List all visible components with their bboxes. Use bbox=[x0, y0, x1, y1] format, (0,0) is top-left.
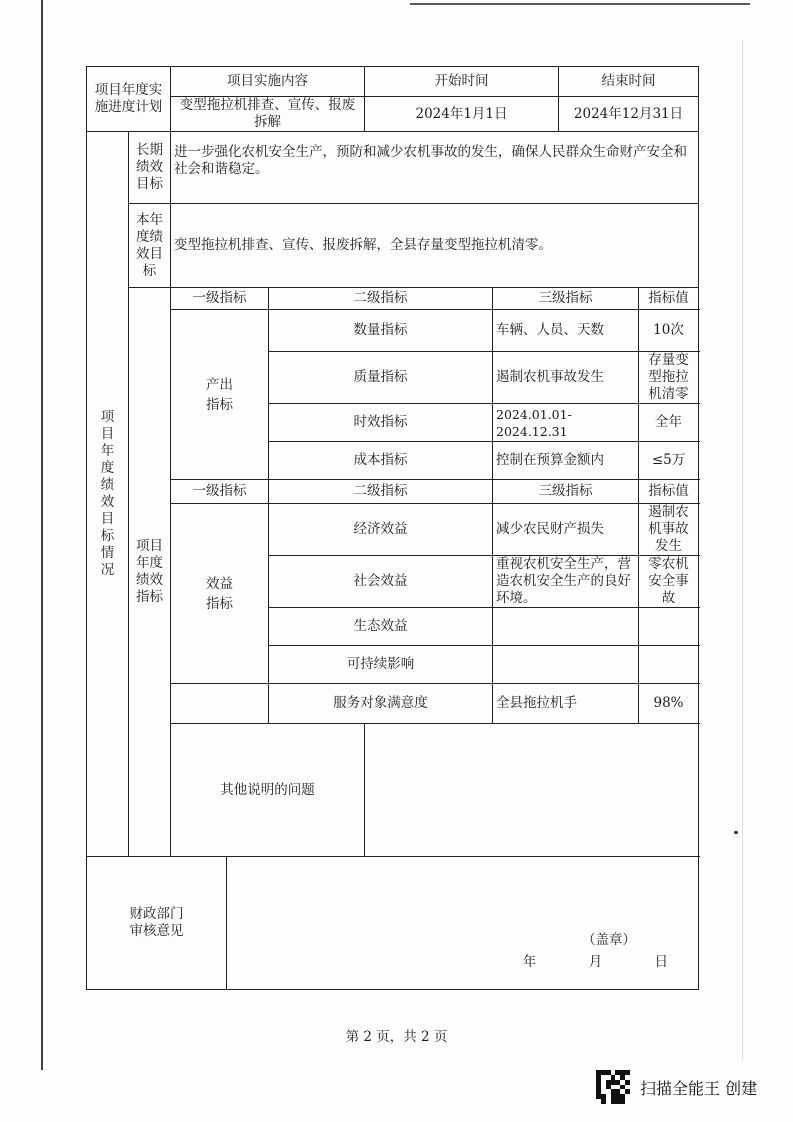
plan-header-content: 项目实施内容 bbox=[171, 67, 365, 97]
plan-end-date: 2024年12月31日 bbox=[559, 97, 699, 132]
indicators-label-text: 项目年度绩效指标 bbox=[136, 538, 163, 605]
output-level2-time: 时效指标 bbox=[269, 404, 493, 442]
performance-goal-form bbox=[86, 66, 699, 990]
output-level2-quality: 质量指标 bbox=[269, 352, 493, 404]
header2-level2: 二级指标 bbox=[269, 480, 493, 504]
plan-header-end: 结束时间 bbox=[559, 67, 699, 97]
scan-speck bbox=[734, 831, 738, 834]
benefit-level3-ecological bbox=[493, 608, 639, 646]
satisfaction-value: 98% bbox=[639, 684, 699, 724]
finance-review-label bbox=[87, 857, 227, 990]
benefit-level3-social: 重视农机安全生产，营造农机安全生产的良好环境。 bbox=[493, 556, 639, 608]
benefit-level2-ecological: 生态效益 bbox=[269, 608, 493, 646]
long-term-label-text: 长期绩效目标 bbox=[136, 142, 163, 192]
scan-border-left bbox=[41, 0, 43, 1070]
finance-stamp-area bbox=[227, 858, 698, 989]
header2-level3: 三级指标 bbox=[493, 480, 639, 504]
benefit-value-ecological bbox=[639, 608, 699, 646]
header-level1: 一级指标 bbox=[171, 288, 269, 310]
output-value-time: 全年 bbox=[639, 404, 699, 442]
output-level2-cost: 成本指标 bbox=[269, 442, 493, 480]
benefit-label bbox=[171, 504, 269, 684]
goals-section-label bbox=[87, 132, 129, 857]
benefit-label-text: 效益指标 bbox=[206, 575, 233, 612]
long-term-text: 进一步强化农机安全生产，预防和减少农机事故的发生，确保人民群众生命财产安全和社会和谐稳定。 bbox=[171, 132, 699, 204]
plan-header-start: 开始时间 bbox=[365, 67, 559, 97]
benefit-level3-economic: 减少农民财产损失 bbox=[493, 504, 639, 556]
benefit-level3-sustainable bbox=[493, 646, 639, 684]
satisfaction-level3: 全县拖拉机手 bbox=[493, 684, 639, 724]
benefit-level2-economic: 经济效益 bbox=[269, 504, 493, 556]
finance-review-label-text: 财政部门审核意见 bbox=[129, 906, 184, 939]
date-day: 日 bbox=[654, 953, 669, 970]
header2-value: 指标值 bbox=[639, 480, 699, 504]
plan-section-label: 项目年度实施进度计划 bbox=[87, 67, 171, 132]
output-level3-quality: 遏制农机事故发生 bbox=[493, 352, 639, 404]
plan-start-date: 2024年1月1日 bbox=[365, 97, 559, 132]
scanner-watermark bbox=[596, 1067, 757, 1107]
indicators-label bbox=[129, 288, 171, 857]
other-notes-content bbox=[365, 724, 699, 857]
date-month: 月 bbox=[588, 953, 603, 970]
long-term-label bbox=[129, 132, 171, 204]
satisfaction-level2: 服务对象满意度 bbox=[269, 684, 493, 724]
output-level3-cost: 控制在预算金额内 bbox=[493, 442, 639, 480]
other-notes-label: 其他说明的问题 bbox=[171, 724, 365, 857]
output-level3-quantity: 车辆、人员、天数 bbox=[493, 310, 639, 352]
satisfaction-empty-cell bbox=[171, 684, 269, 724]
header-value: 指标值 bbox=[639, 288, 699, 310]
benefit-level2-sustainable: 可持续影响 bbox=[269, 646, 493, 684]
qr-code-icon bbox=[596, 1070, 630, 1104]
output-label-text: 产出指标 bbox=[206, 376, 233, 413]
plan-content: 变型拖拉机排查、宣传、报废拆解 bbox=[171, 97, 365, 132]
output-value-quality: 存量变型拖拉机清零 bbox=[639, 352, 699, 404]
date-year: 年 bbox=[522, 953, 537, 970]
seal-label: （盖章） bbox=[582, 931, 637, 948]
scan-border-right bbox=[742, 40, 743, 1060]
output-value-cost: ≤5万 bbox=[639, 442, 699, 480]
header-level3: 三级指标 bbox=[493, 288, 639, 310]
page-number: 第 2 页，共 2 页 bbox=[345, 1029, 448, 1045]
benefit-value-sustainable bbox=[639, 646, 699, 684]
benefit-level2-social: 社会效益 bbox=[269, 556, 493, 608]
header2-level1: 一级指标 bbox=[171, 480, 269, 504]
finance-review-content bbox=[227, 857, 699, 990]
annual-text: 变型拖拉机排查、宣传、报废拆解，全县存量变型拖拉机清零。 bbox=[171, 204, 699, 288]
header-level2: 二级指标 bbox=[269, 288, 493, 310]
output-level3-time: 2024.01.01-2024.12.31 bbox=[493, 404, 639, 442]
goals-section-text: 项目年度绩效目标情况 bbox=[100, 409, 115, 578]
date-line bbox=[497, 954, 668, 971]
annual-label-text: 本年度绩效目标 bbox=[136, 211, 163, 279]
benefit-value-social: 零农机安全事故 bbox=[639, 556, 699, 608]
output-value-quantity: 10次 bbox=[639, 310, 699, 352]
output-label bbox=[171, 310, 269, 480]
scan-border-top bbox=[410, 3, 750, 5]
annual-label bbox=[129, 204, 171, 288]
watermark-text: 扫描全能王 创建 bbox=[640, 1078, 758, 1098]
benefit-value-economic: 遏制农机事故发生 bbox=[639, 504, 699, 556]
output-level2-quantity: 数量指标 bbox=[269, 310, 493, 352]
